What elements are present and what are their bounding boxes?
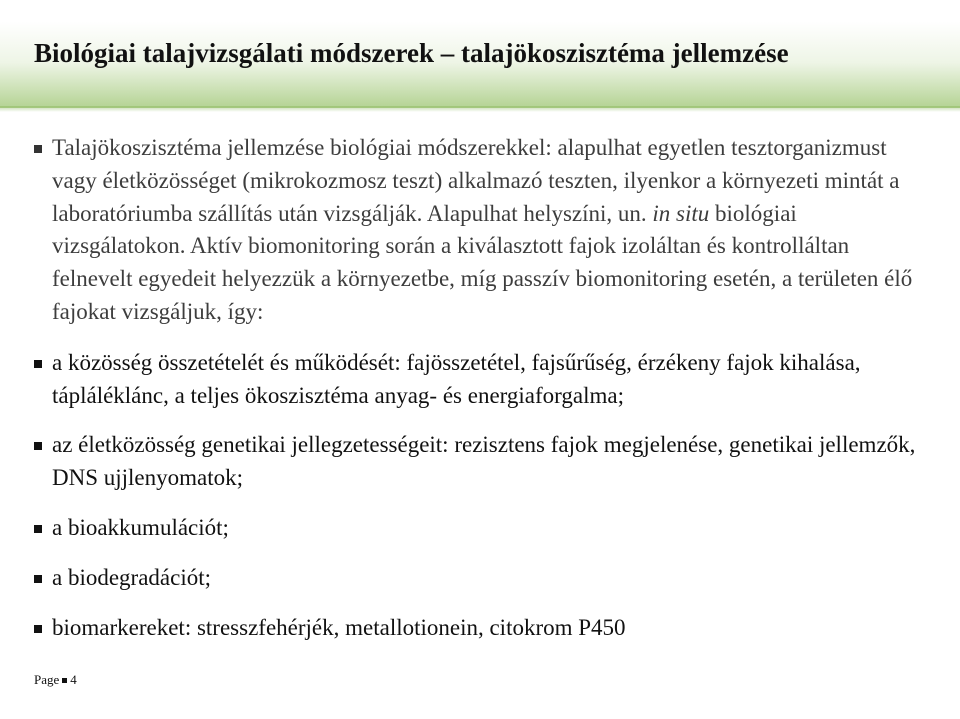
page-number: 4 <box>70 672 77 687</box>
footer-separator-icon <box>62 678 67 683</box>
list-item-bioaccumulation <box>34 512 924 545</box>
list-item-text: biomarkereket: stresszfehérjék, metallotionein, citokrom P450 <box>52 614 626 640</box>
list-item-community <box>34 347 924 413</box>
list-item-biodegradation <box>34 562 924 595</box>
page-label: Page <box>34 672 60 687</box>
intro-text-after-italic: biológiai vizsgálatokon. Aktív biomonitoring során a kiválasztott fajok izoláltan és kontrolláltan felnevelt egyedeit helyezzük a környezetbe, míg passzív biomonitoring esetén, a területen élő fajokat vizsgáljuk, így: <box>52 200 913 324</box>
header-band-shadow <box>0 106 960 112</box>
slide-title: Biológiai talajvizsgálati módszerek – talajökoszisztéma jellemzése <box>34 38 789 68</box>
list-item-genetics <box>34 429 924 495</box>
intro-italic-term: in situ <box>652 200 710 226</box>
square-bullet-icon <box>34 442 42 450</box>
page-footer <box>34 672 77 688</box>
intro-paragraph <box>34 132 924 329</box>
intro-text-before-italic: Talajökoszisztéma jellemzése biológiai módszerekkel: alapulhat egyetlen tesztorganizmust vagy életközösséget (mikrokozmosz teszt) alkalmazó teszten, ilyenkor a környezeti mintát a laboratóriumba szállítás után vizsgálják. Alapulhat helyszíni, un. <box>52 135 900 226</box>
list-item-text: a bioakkumulációt; <box>52 514 229 540</box>
list-item-text: az életközösség genetikai jellegzetességeit: rezisztens fajok megjelenése, genetikai jellemzők, DNS ujjlenyomatok; <box>52 432 916 491</box>
list-item-biomarkers <box>34 612 924 645</box>
square-bullet-icon <box>34 575 42 583</box>
square-bullet-icon <box>34 145 42 153</box>
square-bullet-icon <box>34 525 42 533</box>
square-bullet-icon <box>34 360 42 368</box>
square-bullet-icon <box>34 625 42 633</box>
list-item-text: a biodegradációt; <box>52 564 212 590</box>
slide-body <box>34 132 924 644</box>
list-item-text: a közösség összetételét és működését: fajösszetétel, fajsűrűség, érzékeny fajok kihalása, tápláléklánc, a teljes ökoszisztéma anyag- és energiaforgalma; <box>52 349 861 408</box>
